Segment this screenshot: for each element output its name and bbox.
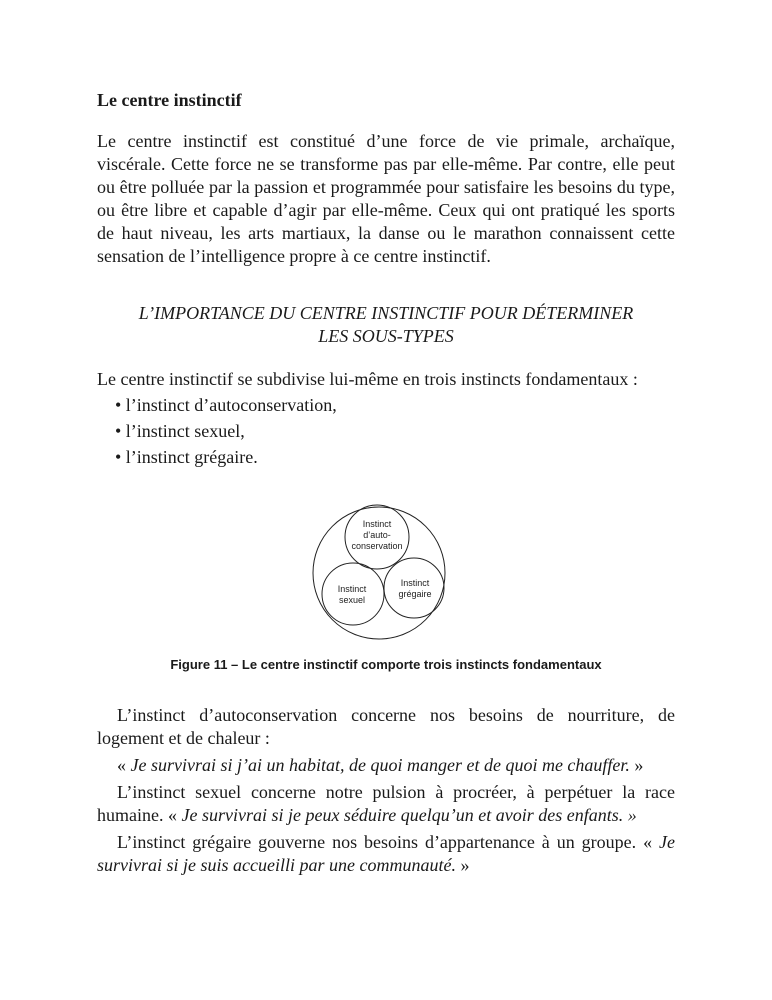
label-top-1: Instinct [362,519,392,529]
quote-close: » [629,755,644,775]
list-item: • l’instinct d’autoconservation, [115,395,337,415]
list-intro: Le centre instinctif se subdivise lui-même en trois instincts fondamentaux : [97,369,638,389]
subheading [97,302,675,348]
paragraph-sexuel [97,781,675,827]
sexuel-text: L’instinct sexuel concerne notre pulsion à procréer, à perpétuer la race humaine. « [97,782,675,825]
label-top-2: d’auto- [363,530,391,540]
gregaire-text: L’instinct grégaire gouverne nos besoins d’appartenance à un groupe. « [117,832,660,852]
circle-gregaire [384,558,444,618]
figure-caption: Figure 11 – Le centre instinctif comporte trois instincts fondamentaux [170,657,602,672]
circle-sexuel [322,563,384,625]
paragraph-autoconservation: L’instinct d’autoconservation concerne nos besoins de nourriture, de logement et de chaleur : [97,705,675,748]
section-title: Le centre instinctif [97,90,242,110]
gregaire-quote: Je survivrai si je suis accueilli par une communauté. [97,832,675,875]
instinct-list [97,392,675,470]
label-right-1: Instinct [400,578,430,588]
quote-open: « [117,755,131,775]
instinct-circles-diagram [309,500,449,646]
sexuel-quote: Je survivrai si je peux séduire quelqu’un et avoir des enfants. » [181,805,637,825]
label-left-2: sexuel [338,595,366,605]
subheading-line-1: L’IMPORTANCE DU CENTRE INSTINCTIF POUR DÉTERMINER [138,303,634,323]
list-item: • l’instinct sexuel, [115,421,245,441]
quote-autoconservation [97,754,675,777]
gregaire-close: » [455,855,470,875]
page-content [97,88,675,877]
label-top-3: conservation [351,541,403,551]
label-left-1: Instinct [337,584,367,594]
quote-text: Je survivrai si j’ai un habitat, de quoi manger et de quoi me chauffer. [130,755,630,775]
figure-diagram [97,500,675,646]
label-right-2: grégaire [398,589,432,599]
intro-paragraph: Le centre instinctif est constitué d’une force de vie primale, archaïque, viscérale. Cette force ne se transforme pas par elle-même. Par contre, elle peut ou être polluée par la passion et programmée pour satisfaire les besoins du type, ou être libre et capable d’agir par elle-même. Ceux qui ont pratiqué les sports de haut niveau, les arts martiaux, la danse ou le marathon connaissent cette sensation de l’intelligence propre à ce centre instinctif. [97,131,675,266]
subheading-line-2: LES SOUS-TYPES [318,326,454,346]
list-item: • l’instinct grégaire. [115,447,258,467]
paragraph-gregaire [97,831,675,877]
